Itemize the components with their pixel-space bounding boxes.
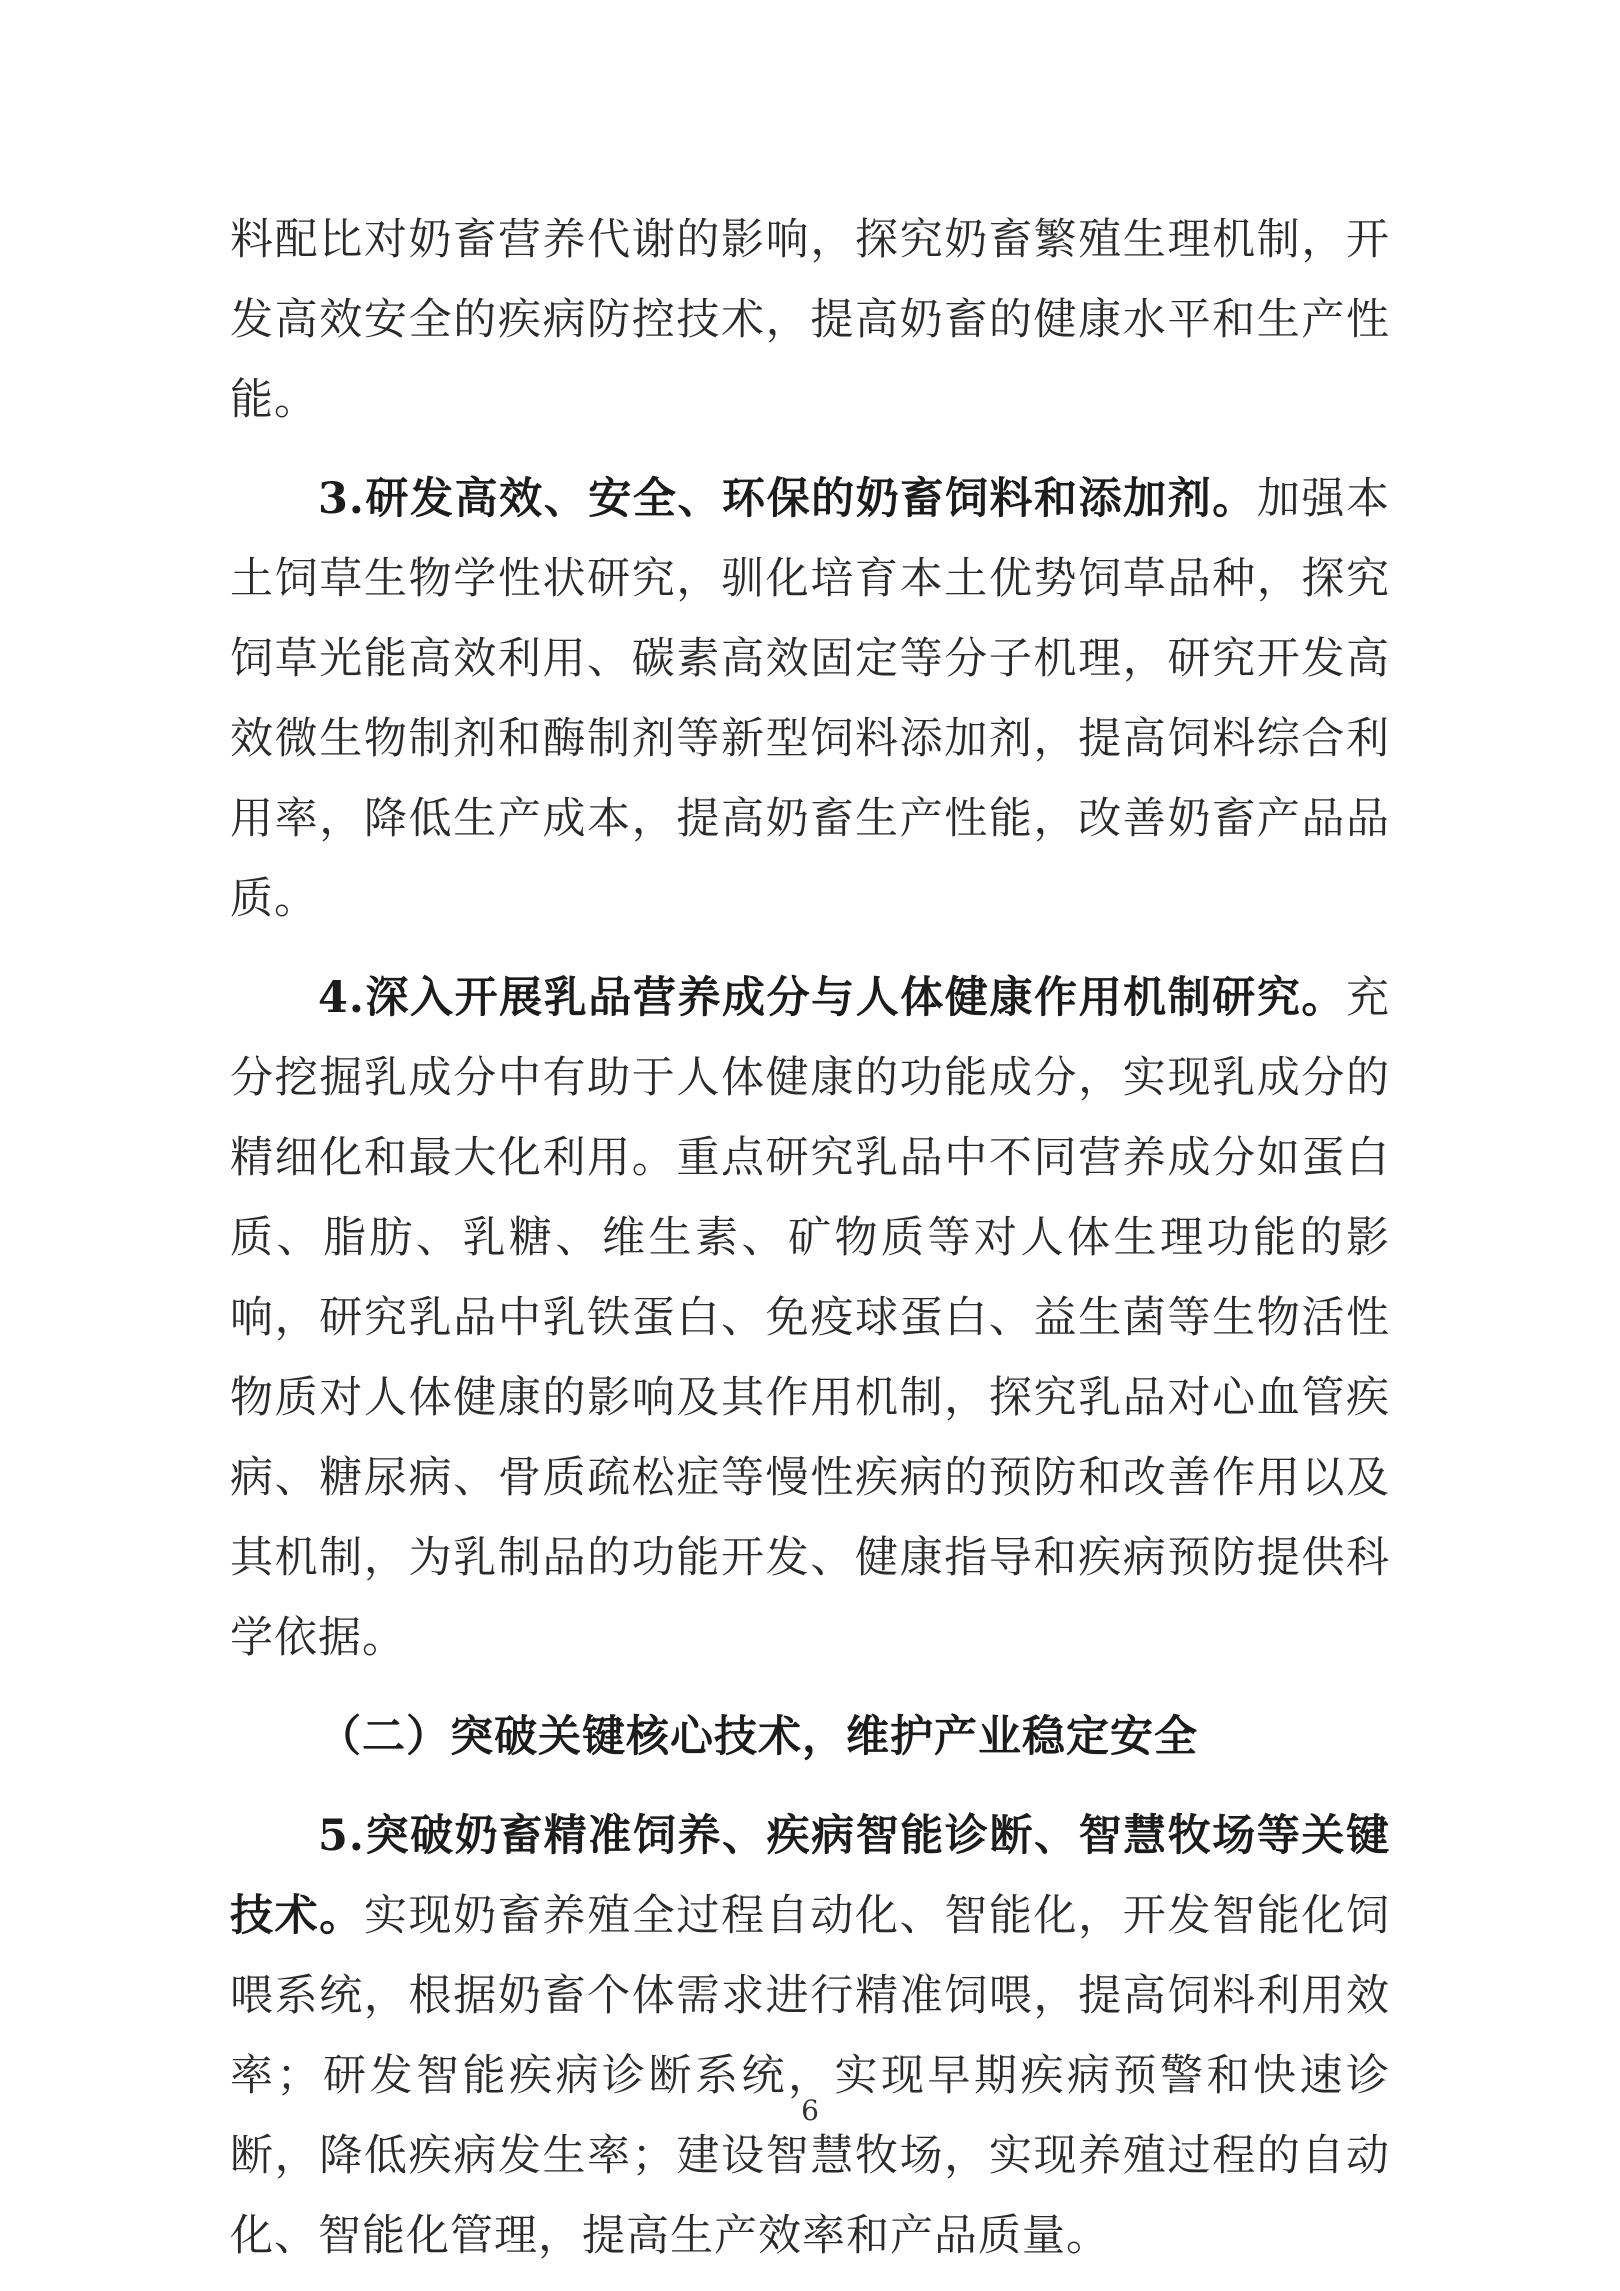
paragraph-item-4 <box>230 958 1390 1678</box>
paragraph-continuation <box>230 200 1390 440</box>
paragraph-text: 实现奶畜养殖全过程自动化、智能化，开发智能化饲喂系统，根据奶畜个体需求进行精准饲喂，提高饲料利用效率；研发智能疾病诊断系统，实现早期疾病预警和快速诊断，降低疾病发生率；建设智慧牧场，实现养殖过程的自动化、智能化管理，提高生产效率和产品质量。 <box>230 1891 1391 2261</box>
paragraph-lead: 4.深入开展乳品营养成分与人体健康作用机制研究。 <box>318 973 1346 1023</box>
paragraph-item-3 <box>230 459 1390 939</box>
paragraph-item-5 <box>230 1796 1390 2276</box>
paragraph-text: 料配比对奶畜营养代谢的影响，探究奶畜繁殖生理机制，开发高效安全的疾病防控技术，提高奶畜的健康水平和生产性能。 <box>230 215 1390 425</box>
paragraph-text: 加强本土饲草生物学性状研究，驯化培育本土优势饲草品种，探究饲草光能高效利用、碳素高效固定等分子机理，研究开发高效微生物制剂和酶制剂等新型饲料添加剂，提高饲料综合利用率，降低生产成本，提高奶畜生产性能，改善奶畜产品品质。 <box>230 474 1390 924</box>
page-content <box>230 200 1390 2276</box>
section-heading: （二）突破关键核心技术，维护产业稳定安全 <box>318 1712 1198 1762</box>
page-number: 6 <box>801 2094 819 2127</box>
paragraph-lead: 5.突破奶畜精准饲养、疾病智能诊断、智慧牧场等关键技术。 <box>230 1811 1390 1941</box>
paragraph-lead: 3.研发高效、安全、环保的奶畜饲料和添加剂。 <box>318 474 1257 524</box>
paragraph-text: 充分挖掘乳成分中有助于人体健康的功能成分，实现乳成分的精细化和最大化利用。重点研究乳品中不同营养成分如蛋白质、脂肪、乳糖、维生素、矿物质等对人体生理功能的影响，研究乳品中乳铁蛋白、免疫球蛋白、益生菌等生物活性物质对人体健康的影响及其作用机制，探究乳品对心血管疾病、糖尿病、骨质疏松症等慢性疾病的预防和改善作用以及其机制，为乳制品的功能开发、健康指导和疾病预防提供科学依据。 <box>230 973 1390 1663</box>
